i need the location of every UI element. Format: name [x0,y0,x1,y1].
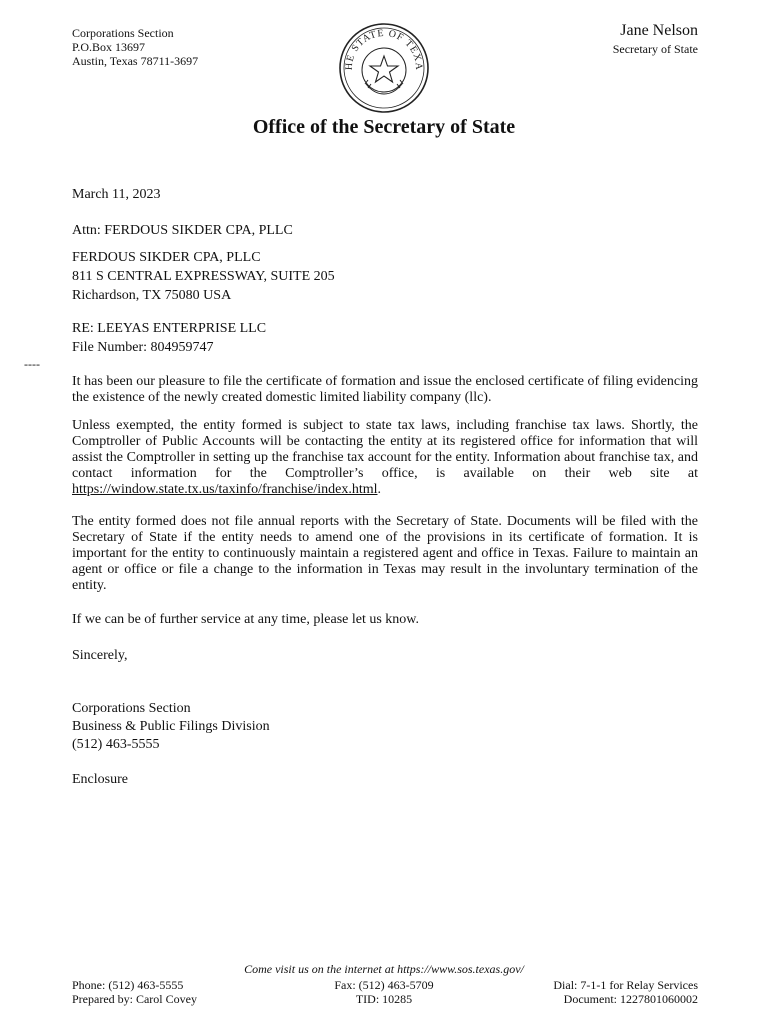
footer-middle [284,978,484,1006]
signature-line: Business & Public Filings Division [72,719,270,734]
official-name: Jane Nelson [620,22,698,39]
file-number: File Number: 804959747 [72,340,214,355]
closing: Sincerely, [72,648,128,663]
sender-city: Austin, Texas 78711-3697 [72,54,199,68]
sender-section: Corporations Section [72,26,174,40]
letter-attn: Attn: FERDOUS SIKDER CPA, PLLC [72,223,293,238]
footer-visit: Come visit us on the internet at https://www.sos.texas.gov/ [244,962,524,976]
paragraph-2: Unless exempted, the entity formed is subject to state tax laws, including franchise tax laws. Shortly, the Comptroller of Public Accounts will be contacting the entity at its registered office for information that will assist the Comptroller in setting up the franchise tax account for the entity. Information about franchise tax, and contact information for the Comptroller’s office, is available on their web site at https://window.state.tx.us/taxinfo/franchise/index.html. [72,418,698,497]
official-block [613,22,698,56]
footer-left [72,978,197,1006]
reference-block [72,319,698,357]
address-line: 811 S CENTRAL EXPRESSWAY, SUITE 205 [72,269,335,284]
enclosure: Enclosure [72,772,128,787]
office-title: Office of the Secretary of State [252,116,516,138]
footer-prepared-by: Prepared by: Carol Covey [72,992,197,1006]
official-title: Secretary of State [612,42,698,56]
paragraph-3: The entity formed does not file annual reports with the Secretary of State. Documents will be filed with the Secretary of State if the entity needs to amend one of the provisions in its certificate of formation. It is important for the entity to continuously maintain a registered agent and office in Texas. Failure to maintain an agent or office or file a change to the information in Texas may result in the involuntary termination of the entity. [72,514,698,593]
letter-date: March 11, 2023 [72,187,161,202]
re-line: RE: LEEYAS ENTERPRISE LLC [72,321,267,336]
footer-right [553,978,698,1006]
signature-line: (512) 463-5555 [72,737,160,752]
footer-document: Document: 1227801060002 [563,992,698,1006]
address-line: FERDOUS SIKDER CPA, PLLC [72,250,261,265]
signature-block [72,700,698,754]
seal-text: HE STATE OF TEXA [343,27,425,71]
footer-relay: Dial: 7-1-1 for Relay Services [553,978,698,992]
signature-line: Corporations Section [72,701,191,716]
franchise-tax-link[interactable]: https://window.state.tx.us/taxinfo/franchise/index.html [72,482,378,497]
recipient-address [72,248,698,305]
sender-address [72,26,198,68]
sender-pobox: P.O.Box 13697 [72,40,146,54]
paragraph-4: If we can be of further service at any time, please let us know. [72,612,420,627]
paragraph-1: It has been our pleasure to file the certificate of formation and issue the enclosed certificate of filing evidencing the existence of the newly created domestic limited liability company (llc). [72,374,698,405]
seal-icon [338,22,430,114]
margin-dashes: ---- [24,357,40,371]
footer-tid: TID: 10285 [355,992,413,1006]
footer-fax: Fax: (512) 463-5709 [334,978,434,992]
paragraph-2-text: Unless exempted, the entity formed is subject to state tax laws, including franchise tax laws. Shortly, the Comptroller of Public Accounts will be contacting the entity at its registered office for information that will assist the Comptroller in setting up the franchise tax account for the entity. Information about franchise tax, and contact information for the Comptroller’s office, is available on their web site at [72,418,698,481]
address-line: Richardson, TX 75080 USA [72,288,232,303]
texas-state-seal [338,22,430,114]
footer-phone: Phone: (512) 463-5555 [72,978,184,992]
